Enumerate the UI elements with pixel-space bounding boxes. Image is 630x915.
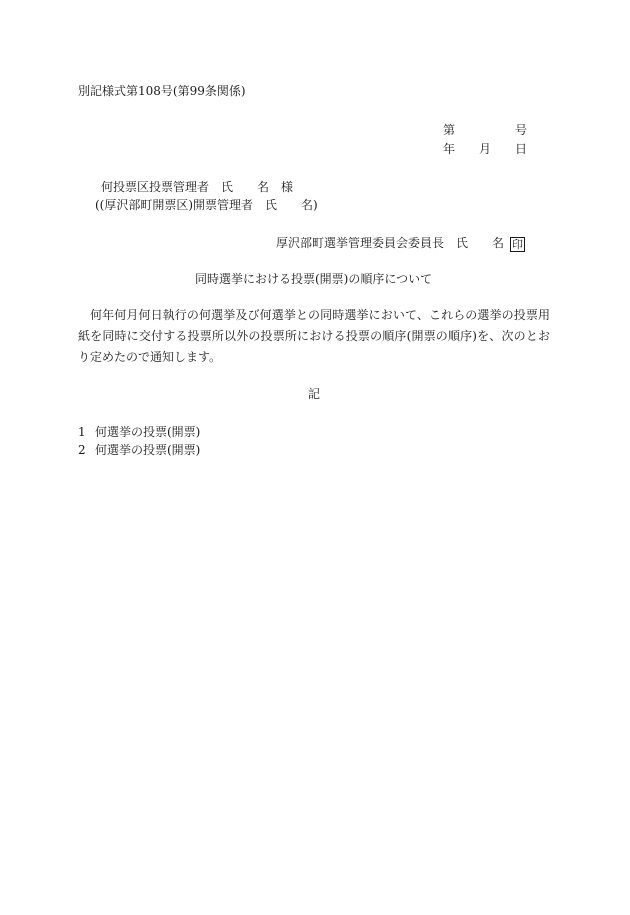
sender-line [276, 237, 525, 252]
number-prefix: 第 [443, 123, 456, 137]
item-number: 1 [78, 425, 86, 439]
addressee-line-2: ((厚沢部町開票区)開票管理者 氏 名) [95, 198, 318, 212]
item-number: 2 [78, 443, 86, 457]
addressee-line-1: 何投票区投票管理者 氏 名 様 [101, 180, 294, 194]
sender-text: 厚沢部町選挙管理委員会委員長 氏 名 [276, 236, 505, 250]
body-paragraph: 何年何月何日執行の何選挙及び何選挙との同時選挙において、これらの選挙の投票用紙を同時に交付する投票所以外の投票所における投票の順序(開票の順序)を、次のとおり定めたので通知します。 [78, 308, 550, 364]
date-day: 日 [515, 142, 528, 156]
form-label: 別記様式第108号(第99条関係) [78, 84, 246, 98]
number-suffix: 号 [515, 123, 528, 137]
seal-mark: 印 [512, 238, 524, 251]
document-date-line [443, 143, 527, 155]
document-number-line [443, 124, 527, 136]
date-year: 年 [443, 142, 456, 156]
ki-heading: 記 [308, 387, 321, 401]
item-text: 何選挙の投票(開票) [95, 425, 201, 439]
document-title: 同時選挙における投票(開票)の順序について [195, 272, 433, 286]
list-item [78, 426, 200, 444]
item-list [78, 426, 200, 462]
item-text: 何選挙の投票(開票) [95, 443, 201, 457]
date-month: 月 [479, 142, 492, 156]
list-item [78, 444, 200, 462]
